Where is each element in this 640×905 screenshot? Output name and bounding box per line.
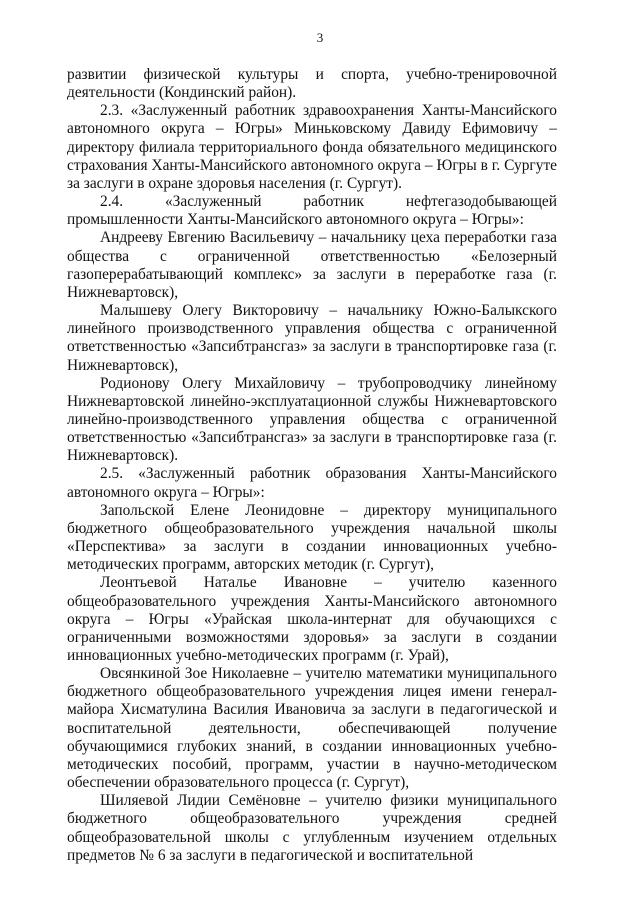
paragraph: 2.3. «Заслуженный работник здравоохранения Ханты-Мансийского автономного округа – Югры» Миньковскому Давиду Ефимовичу – директору филиала территориального фонда обязательного медицинского страхования Ханты-Мансийского автономного округа – Югры в г. Сургуте за заслуги в охране здоровья населения (г. Сургут). xyxy=(67,102,557,192)
paragraph: Родионову Олегу Михайловичу – трубопроводчику линейному Нижневартовской линейно-эксплуатационной службы Нижневартовского линейно-производственного управления общества с ограниченной ответственностью «Запсибтрансгаз» за заслуги в транспортировке газа (г. Нижневартовск). xyxy=(67,374,557,465)
paragraph: Запольской Елене Леонидовне – директору муниципального бюджетного общеобразовательного учреждения начальной школы «Перспектива» за заслуги в создании инновационных учебно-методических программ, авторских методик (г. Сургут), xyxy=(67,501,557,574)
document-body xyxy=(67,66,557,865)
paragraph: Леонтьевой Наталье Ивановне – учителю казенного общеобразовательного учреждения Ханты-Мансийского автономного округа – Югры «Урайская школа-интернат для обучающихся с ограниченными возможностями здоровья» за заслуги в создании инновационных учебно-методических программ (г. Урай), xyxy=(67,574,557,664)
paragraph: Малышеву Олегу Викторовичу – начальнику Южно-Балыкского линейного производственного управления общества с ограниченной ответственностью «Запсибтрансгаз» за заслуги в транспортировке газа (г. Нижневартовск), xyxy=(67,302,557,374)
paragraph: Овсянкиной Зое Николаевне – учителю математики муниципального бюджетного общеобразовательного учреждения лицея имени генерал-майора Хисматулина Василия Ивановича за заслуги в педагогической и воспитательной деятельности, обеспечивающей получение обучающимися глубоких знаний, в создании инновационных учебно-методических пособий, программ, участии в научно-методическом обеспечении образовательного процесса (г. Сургут), xyxy=(67,665,557,792)
page-number: 3 xyxy=(316,30,324,45)
paragraph: 2.5. «Заслуженный работник образования Ханты-Мансийского автономного округа – Югры»: xyxy=(67,465,557,501)
paragraph: развитии физической культуры и спорта, учебно-тренировочной деятельности (Кондинский район). xyxy=(67,66,557,102)
paragraph: Шиляевой Лидии Семёновне – учителю физики муниципального бюджетного общеобразовательного учреждения средней общеобразовательной школы с углубленным изучением отдельных предметов № 6 за заслуги в педагогической и воспитательной xyxy=(67,792,557,864)
paragraph: 2.4. «Заслуженный работник нефтегазодобывающей промышленности Ханты-Мансийского автономного округа – Югры»: xyxy=(67,193,557,229)
paragraph: Андрееву Евгению Васильевичу – начальнику цеха переработки газа общества с ограниченной ответственностью «Белозерный газоперерабатывающий комплекс» за заслуги в переработке газа (г. Нижневартовск), xyxy=(67,229,557,301)
